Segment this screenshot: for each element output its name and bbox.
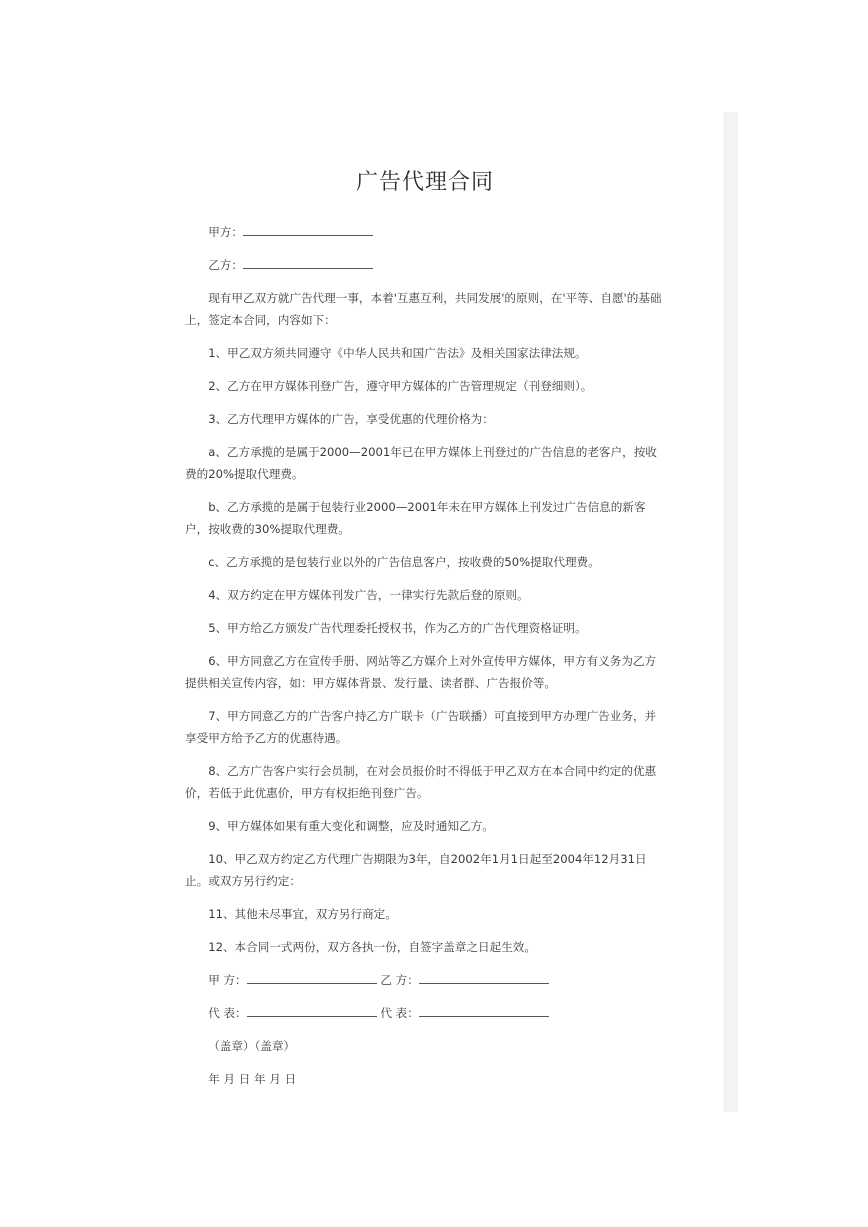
clause-6: 6、甲方同意乙方在宣传手册、网站等乙方媒介上对外宣传甲方媒体，甲方有义务为乙方提供相关宣传内容，如：甲方媒体背景、发行量、读者群、广告报价等。 <box>185 654 657 690</box>
sign-party-b-blank <box>419 971 549 984</box>
party-b-blank <box>243 256 373 269</box>
clause-2: 2、乙方在甲方媒体刊登广告，遵守甲方媒体的广告管理规定（刊登细则）。 <box>208 379 593 393</box>
document-title: 广告代理合同 <box>355 170 494 195</box>
clause-9: 9、甲方媒体如果有重大变化和调整，应及时通知乙方。 <box>208 819 494 833</box>
date-line: 年 月 日 年 月 日 <box>208 1072 297 1086</box>
sign-rep-a-label: 代 表： <box>208 1006 247 1020</box>
seal-line: （盖章）（盖章） <box>208 1039 296 1053</box>
clause-3c: c、乙方承揽的是包装行业以外的广告信息客户，按收费的50%提取代理费。 <box>208 555 600 569</box>
signature-parties-line <box>185 969 665 991</box>
party-b-label: 乙方： <box>208 258 243 272</box>
clause-3: 3、乙方代理甲方媒体的广告，享受优惠的代理价格为： <box>208 412 494 426</box>
clause-12: 12、本合同一式两份，双方各执一份，自签字盖章之日起生效。 <box>208 940 536 954</box>
clause-10: 10、甲乙双方约定乙方代理广告期限为3年，自2002年1月1日起至2004年12月31日止。或双方另行约定： <box>185 852 647 888</box>
clause-3b: b、乙方承揽的是属于包装行业2000—2001年未在甲方媒体上刊发过广告信息的新客户，按收费的30%提取代理费。 <box>185 500 646 536</box>
party-b-line <box>185 254 665 276</box>
sign-rep-b-blank <box>419 1004 549 1017</box>
clause-1: 1、甲乙双方须共同遵守《中华人民共和国广告法》及相关国家法律法规。 <box>208 346 587 360</box>
sign-party-a-blank <box>247 971 377 984</box>
sign-party-a-label: 甲 方： <box>208 973 247 987</box>
sign-party-b-label: 乙 方： <box>380 973 419 987</box>
party-a-label: 甲方： <box>208 225 243 239</box>
clause-4: 4、双方约定在甲方媒体刊发广告，一律实行先款后登的原则。 <box>208 588 529 602</box>
document-page <box>185 150 665 1101</box>
party-a-line <box>185 221 665 243</box>
signature-representatives-line <box>185 1002 665 1024</box>
clause-8: 8、乙方广告客户实行会员制，在对会员报价时不得低于甲乙双方在本合同中约定的优惠价，若低于此优惠价，甲方有权拒绝刊登广告。 <box>185 764 657 800</box>
sign-rep-b-label: 代 表： <box>380 1006 419 1020</box>
clause-7: 7、甲方同意乙方的广告客户持乙方广联卡（广告联播）可直接到甲方办理广告业务，并享受甲方给予乙方的优惠待遇。 <box>185 709 657 745</box>
clause-11: 11、其他未尽事宜，双方另行商定。 <box>208 907 397 921</box>
clause-3a: a、乙方承揽的是属于2000—2001年已在甲方媒体上刊登过的广告信息的老客户，按收费的20%提取代理费。 <box>185 445 657 481</box>
party-a-blank <box>243 223 373 236</box>
scrollbar-track[interactable] <box>724 112 738 1112</box>
intro-paragraph: 现有甲乙双方就广告代理一事，本着'互惠互利，共同发展'的原则，在'平等、自愿'的基础上，签定本合同，内容如下： <box>185 291 662 327</box>
sign-rep-a-blank <box>247 1004 377 1017</box>
clause-5: 5、甲方给乙方颁发广告代理委托授权书，作为乙方的广告代理资格证明。 <box>208 621 587 635</box>
